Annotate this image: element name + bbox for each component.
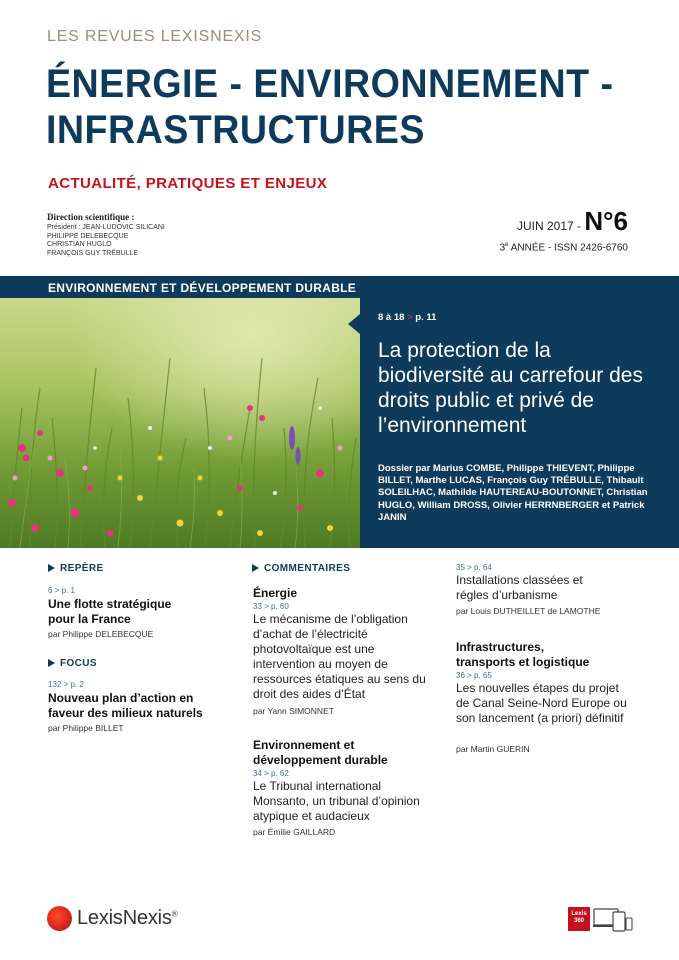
energie-heading: Énergie bbox=[253, 586, 298, 600]
dossier-authors: Dossier par Marius COMBE, Philippe THIEVENT, Philippe BILLET, Marthe LUCAS, François Guy TRÉBULLE, Thibault SOLEILHAC, Mathilde HAUTEREAU-BOUTONNET, Christian HUGLO, William DROSS, Olivier HERRNBERGER et Patrick JANIN bbox=[378, 463, 648, 523]
triangle-icon bbox=[252, 564, 259, 572]
issn-line bbox=[500, 242, 628, 253]
dossier-title: La protection de la biodiversité au carrefour des droits public et privé de l’environnement bbox=[378, 339, 643, 437]
lexisnexis-logo-icon bbox=[47, 906, 72, 931]
triangle-icon bbox=[48, 564, 55, 572]
infra-text: Les nouvelles étapes du projet de Canal Seine-Nord Europe ou son lancement (a priori) définitif bbox=[456, 681, 627, 725]
repere-title: Une flotte stratégique pour la France bbox=[48, 597, 172, 626]
commentaires-section-label bbox=[252, 563, 350, 574]
energie-ref: 33 > p. 60 bbox=[253, 602, 289, 611]
triangle-icon bbox=[48, 659, 55, 667]
focus-author: par Philippe BILLET bbox=[48, 723, 124, 733]
installations-author: par Louis DUTHEILLET de LAMOTHE bbox=[456, 606, 601, 616]
infra-heading: Infrastructures, transports et logistique bbox=[456, 640, 590, 669]
repere-label: REPÈRE bbox=[60, 563, 104, 574]
envdev-heading: Environnement et développement durable bbox=[253, 738, 388, 767]
direction-member: PHILIPPE DELEBECQUE bbox=[47, 232, 129, 240]
publisher-mark: ® bbox=[171, 909, 178, 919]
direction-member: CHRISTIAN HUGLO bbox=[47, 241, 112, 248]
installations-ref: 35 > p. 64 bbox=[456, 563, 492, 572]
issue-date: JUIN 2017 - bbox=[517, 219, 585, 233]
focus-title: Nouveau plan d’action en faveur des milieux naturels bbox=[48, 691, 203, 720]
meadow-photo bbox=[0, 298, 360, 548]
focus-ref: 132 > p. 2 bbox=[48, 680, 84, 689]
publisher-logo bbox=[77, 907, 177, 930]
envdev-text: Le Tribunal international Monsanto, un tribunal d’opinion atypique et audacieux bbox=[253, 779, 420, 823]
publisher-name: LexisNexis bbox=[77, 907, 172, 929]
annee-issn: ANNÉE - ISSN 2426-6760 bbox=[508, 242, 628, 254]
direction-member: FRANÇOIS GUY TRÉBULLE bbox=[47, 249, 139, 257]
issue-number: N°6 bbox=[584, 206, 628, 236]
annee-sup: e bbox=[505, 242, 509, 248]
lexis360-badge: Lexis 360 bbox=[568, 907, 590, 931]
dossier-ref-page: p. 11 bbox=[412, 312, 437, 323]
direction-member: Président : JEAN-LUDOVIC SILICANI bbox=[47, 224, 165, 231]
infra-author: par Martin GUERIN bbox=[456, 744, 530, 754]
envdev-author: par Émilie GAILLARD bbox=[253, 827, 336, 837]
dossier-ref-range: 8 à 18 bbox=[378, 312, 408, 323]
issue-info bbox=[517, 206, 628, 237]
journal-subtitle: ACTUALITÉ, PRATIQUES ET ENJEUX bbox=[48, 175, 328, 192]
dossier-ref bbox=[378, 312, 436, 323]
journal-title-line2: INFRASTRUCTURES bbox=[46, 108, 425, 152]
infra-ref: 36 > p. 65 bbox=[456, 671, 492, 680]
annee-num: 3 bbox=[499, 242, 506, 254]
repere-section-label bbox=[48, 563, 104, 574]
dossier-pointer bbox=[348, 314, 360, 334]
energie-author: par Yann SIMONNET bbox=[253, 706, 334, 716]
commentaires-label: COMMENTAIRES bbox=[264, 563, 351, 574]
energie-text: Le mécanisme de l’obligation d’achat de l’électricité photovoltaïque est une intervention au moyen de ressources étatiques au sens du droit des aides d’État bbox=[253, 612, 426, 701]
dossier-ref-arrow: > bbox=[407, 312, 413, 323]
revue-label: LES REVUES LEXISNEXIS bbox=[47, 28, 263, 45]
repere-author: par Philippe DELEBECQUE bbox=[48, 629, 154, 639]
focus-label: FOCUS bbox=[60, 658, 97, 669]
direction-list bbox=[47, 224, 165, 258]
direction-heading: Direction scientifique : bbox=[47, 212, 135, 222]
section-band-label: ENVIRONNEMENT ET DÉVELOPPEMENT DURABLE bbox=[48, 281, 357, 295]
installations-text: Installations classées et régles d’urbanisme bbox=[456, 573, 583, 602]
envdev-ref: 34 > p. 62 bbox=[253, 769, 289, 778]
focus-section-label bbox=[48, 658, 97, 669]
journal-title-line1: ÉNERGIE - ENVIRONNEMENT - bbox=[46, 62, 614, 106]
repere-ref: 6 > p. 1 bbox=[48, 586, 75, 595]
devices-icon bbox=[593, 906, 633, 932]
